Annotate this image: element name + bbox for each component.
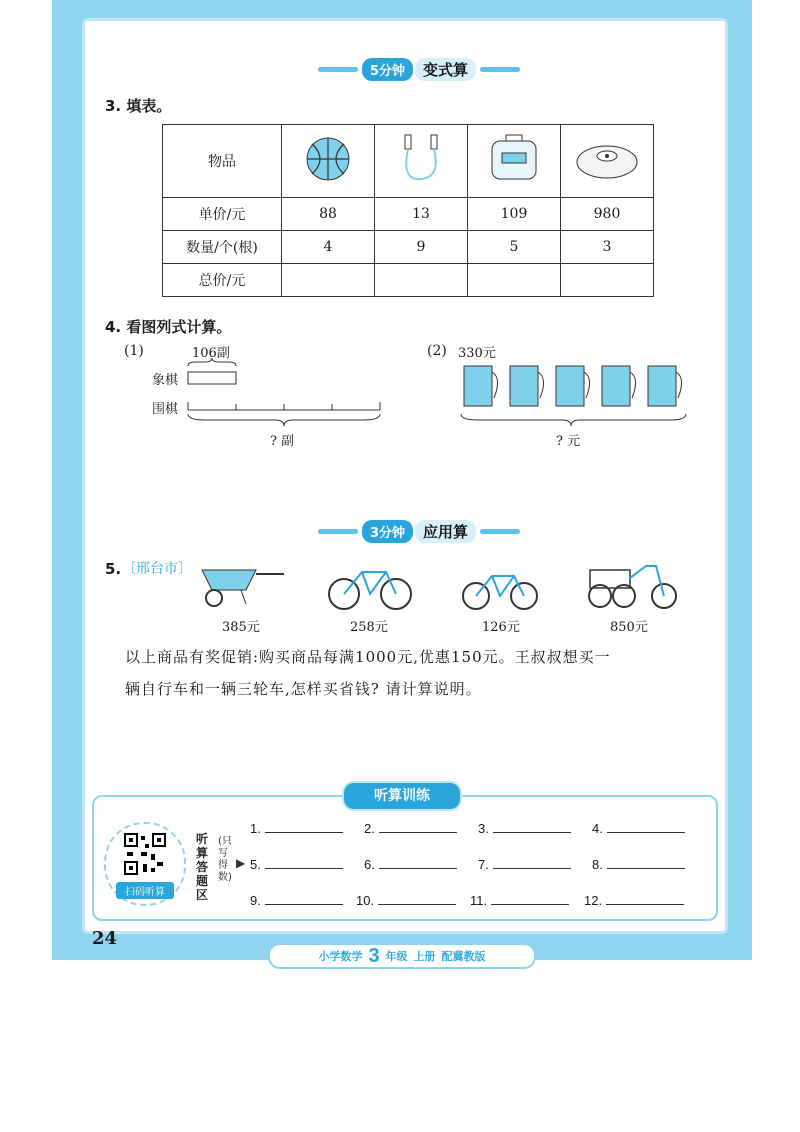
- answer-slot[interactable]: 2.: [364, 820, 457, 836]
- total-answer-cell[interactable]: [282, 264, 375, 297]
- answer-slot[interactable]: 7.: [478, 856, 571, 872]
- price-cell: 109: [468, 198, 561, 231]
- qr-area[interactable]: [104, 822, 186, 906]
- row-label-quantity: 数量/个(根): [163, 231, 282, 264]
- price-cell: 88: [282, 198, 375, 231]
- section-name: 应用算: [415, 520, 476, 543]
- page-number: 24: [92, 928, 118, 949]
- footer-term: 上册: [413, 950, 436, 963]
- price-cell: 980: [561, 198, 654, 231]
- q4-chess-label: 象棋: [152, 373, 179, 388]
- segment-diagram: [185, 358, 385, 428]
- q4-kettle-total: ? 元: [556, 434, 581, 449]
- q5-region-tag: 〔邢台市〕: [122, 561, 192, 577]
- kids-bicycle-price: 126元: [482, 620, 520, 635]
- basketball-icon: [282, 125, 375, 198]
- answer-slot[interactable]: 4.: [592, 820, 685, 836]
- q5-number: 5.: [105, 560, 122, 578]
- wheelbarrow-icon: [196, 560, 286, 608]
- quantity-cell: 3: [561, 231, 654, 264]
- answer-slot[interactable]: 9.: [250, 892, 343, 908]
- answer-slot[interactable]: 12.: [584, 892, 684, 908]
- bicycle-icon: [326, 558, 416, 612]
- quantity-cell: 9: [375, 231, 468, 264]
- row-label-item: 物品: [163, 125, 282, 198]
- section-name: 变式算: [415, 58, 476, 81]
- answer-slot[interactable]: 8.: [592, 856, 685, 872]
- robot-vacuum-icon: [561, 125, 654, 198]
- tricycle-price: 850元: [610, 620, 648, 635]
- price-cell: 13: [375, 198, 468, 231]
- section-banner-1: [318, 58, 520, 80]
- total-answer-cell[interactable]: [375, 264, 468, 297]
- play-triangle-icon: ▶: [236, 856, 246, 870]
- q4-title: 4. 看图列式计算。: [105, 318, 232, 336]
- q4-part1-label: (1): [124, 343, 144, 359]
- listening-title: 听算训练: [342, 781, 462, 811]
- q3-title: 3. 填表。: [105, 97, 172, 115]
- quantity-cell: 4: [282, 231, 375, 264]
- total-answer-cell[interactable]: [468, 264, 561, 297]
- footer-edition: 配冀教版: [441, 950, 486, 963]
- qr-code-icon[interactable]: [123, 832, 167, 876]
- q4-go-label: 围棋: [152, 402, 179, 417]
- answer-slot[interactable]: 11.: [470, 892, 569, 908]
- footer-subject: 小学数学: [318, 950, 363, 963]
- rice-cooker-icon: [468, 125, 561, 198]
- kids-bicycle-icon: [460, 558, 542, 612]
- quantity-cell: 5: [468, 231, 561, 264]
- jump-rope-icon: [375, 125, 468, 198]
- book-footer: [268, 943, 536, 969]
- footer-grade-word: 年级: [385, 950, 408, 963]
- qr-label: 扫码听算: [116, 882, 174, 899]
- section-banner-2: [318, 520, 520, 542]
- q4-go-total: ? 副: [270, 434, 295, 449]
- row-label-total: 总价/元: [163, 264, 282, 297]
- kettle-row-icon: [458, 358, 698, 428]
- total-answer-cell[interactable]: [561, 264, 654, 297]
- q4-part2-label: (2): [427, 343, 447, 359]
- answer-slot[interactable]: 1.: [250, 820, 343, 836]
- fill-table: [162, 124, 654, 297]
- q5-text-line1: 以上商品有奖促销:购买商品每满1000元,优惠150元。王叔叔想买一: [125, 648, 611, 666]
- footer-grade: 3: [368, 944, 380, 967]
- q5-text-line2: 辆自行车和一辆三轮车,怎样买省钱? 请计算说明。: [125, 680, 482, 698]
- section-minutes: 3分钟: [362, 520, 413, 543]
- wheelbarrow-price: 385元: [222, 620, 260, 635]
- tricycle-icon: [586, 556, 682, 612]
- section-minutes: 5分钟: [362, 58, 413, 81]
- answer-slot[interactable]: 10.: [356, 892, 456, 908]
- answer-slot[interactable]: 3.: [478, 820, 571, 836]
- q4-chess-count: 106副: [192, 346, 230, 361]
- answer-area-note: (只写得数): [218, 836, 232, 883]
- answer-slot[interactable]: 5.: [250, 856, 343, 872]
- answer-area-label: 听算答题区: [196, 832, 209, 902]
- answer-slot[interactable]: 6.: [364, 856, 457, 872]
- bicycle-price: 258元: [350, 620, 388, 635]
- q4-kettle-price: 330元: [458, 346, 496, 361]
- row-label-price: 单价/元: [163, 198, 282, 231]
